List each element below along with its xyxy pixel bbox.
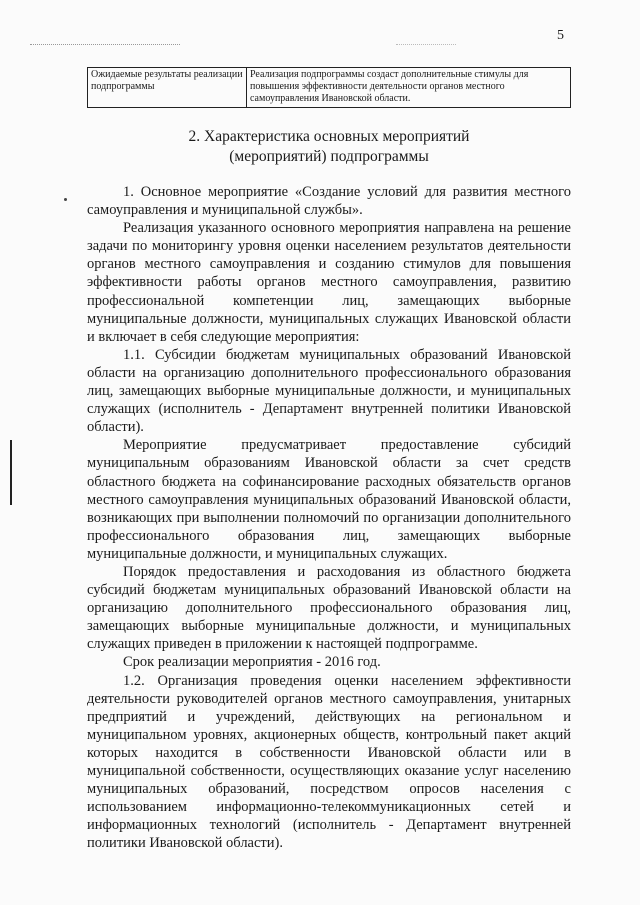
- margin-dot: [64, 198, 67, 201]
- paragraph-main-activity: 1. Основное мероприятие «Создание условий для развития местного самоуправления и муниципальной службы».: [87, 184, 571, 219]
- paragraph-procedure: Порядок предоставления и расходования из областного бюджета субсидий бюджетам муниципальных образований Ивановской области на организацию дополнительного профессионального образования лиц, замещающих выборные муниципальные должности, и муниципальных служащих приведен в приложении к настоящей подпрограмме.: [87, 563, 571, 653]
- section-title-line1: 2. Характеристика основных мероприятий: [188, 128, 470, 145]
- summary-row: [88, 68, 571, 108]
- section-heading: [87, 127, 571, 167]
- page-number: 5: [557, 28, 564, 43]
- summary-table: [87, 67, 571, 108]
- scan-noise-top: [30, 44, 180, 45]
- scan-noise-top-2: [396, 44, 456, 45]
- summary-value: Реализация подпрограммы создаст дополнительные стимулы для повышения эффективности деятельности органов местного самоуправления Ивановской области.: [247, 68, 571, 108]
- paragraph-implementation: Реализация указанного основного мероприятия направлена на решение задачи по мониторингу уровня оценки населением результатов деятельности органов местного самоуправления и созданию стимулов для повышения эффективности работы органов местного самоуправления, развитию профессиональной компетенции лиц, замещающих выборные муниципальные должности, муниципальных служащих Ивановской области и включает в себя следующие мероприятия:: [87, 220, 571, 345]
- paragraph-activity-1-2: 1.2. Организация проведения оценки населением эффективности деятельности руководителей органов местного самоуправления, унитарных предприятий и учреждений, действующих на региональном и муниципальном уровнях, акционерных обществ, контрольный пакет акций которых находится в собственности Ивановской области или в муниципальной собственности, осуществляющих оказание услуг населению муниципальных образований, посредством опросов населения с использованием информационно-телекоммуникационных сетей и информационных технологий (исполнитель - Департамент внутренней политики Ивановской области).: [87, 672, 571, 852]
- body-text: [87, 183, 571, 852]
- summary-label: Ожидаемые результаты реализации подпрограммы: [88, 68, 247, 108]
- section-title-line2: (мероприятий) подпрограммы: [229, 148, 429, 165]
- paragraph-activity-1-1: 1.1. Субсидии бюджетам муниципальных образований Ивановской области на организацию дополнительного профессионального образования лиц, замещающих выборные муниципальные должности, и муниципальных служащих (исполнитель - Департамент внутренней политики Ивановской области).: [87, 346, 571, 436]
- paragraph-subsidy-description: Мероприятие предусматривает предоставление субсидий муниципальным образованиям Ивановской области за счет средств областного бюджета на софинансирование расходных обязательств органов местного самоуправления муниципальных образований Ивановской области, возникающих при выполнении полномочий по организации дополнительного профессионального образования лиц, замещающих выборные муниципальные должности, и муниципальных служащих.: [87, 437, 571, 562]
- margin-mark: [10, 440, 12, 505]
- paragraph-term: Срок реализации мероприятия - 2016 год.: [123, 654, 381, 671]
